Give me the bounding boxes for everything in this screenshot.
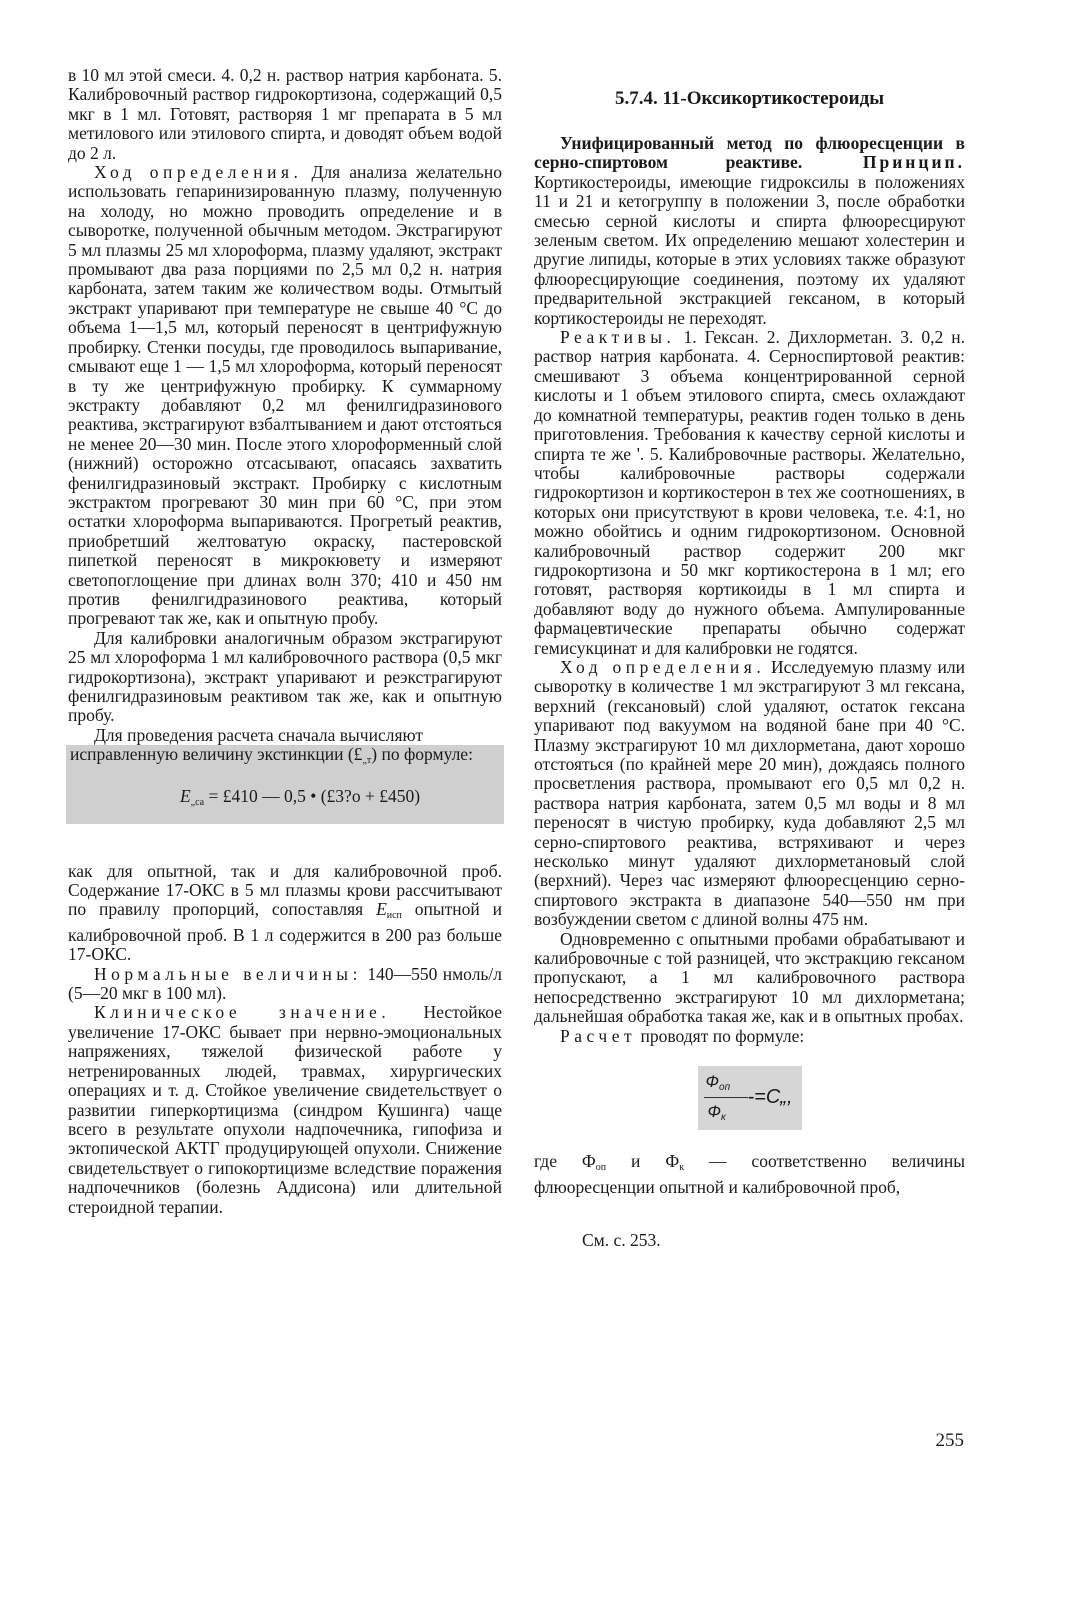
section-heading: 5.7.4. 11-Оксикортикостероиды: [614, 88, 885, 109]
method-title: Унифицированный метод по флюоресценции в серно-спиртовом реактиве.: [534, 133, 965, 173]
extinction-formula: [70, 771, 500, 822]
paragraph-calibration: Для калибровки аналогичным образом экстрагируют 25 мл хлороформа 1 мл калибровочного раствора (0,5 мкг гидрокортизона), экстракт упаривают и реэкстрагируют фенилгидразиновым реактивом так же, как и опытную пробу.: [68, 627, 502, 726]
run-in-heading: Расчет: [560, 1025, 637, 1046]
paragraph-where: [534, 1152, 965, 1197]
formula-highlight-box: [66, 745, 504, 823]
subscript: „т: [362, 755, 372, 767]
subscript: „са: [190, 796, 205, 808]
footnote: См. с. 253.: [582, 1229, 661, 1250]
fluorescence-ratio-formula: [698, 1066, 802, 1130]
subscript: исп: [386, 910, 402, 922]
spacer: [68, 824, 502, 862]
formula-numerator: [706, 1072, 731, 1093]
paragraph-text: Нестойкое увеличение 17-ОКС бывает при нервно-эмоциональных напряжениях, тяжелой физической работе у нетренированных людей, травмах, хирургических операциях и т. д. Стойкое увеличение свидетельствует о развитии гиперкортицизма (синдром Кушинга) чаще всего в результате опухоли надпочечника, гипофиза и эктопической АКТГ продуцирующей опухоли. Снижение свидетельствует о гипокортицизме вследствие поражения надпочечников (болезнь Аддисона) или длительной стероидной терапии.: [68, 1002, 502, 1217]
formula-variable: E: [376, 899, 387, 920]
text-run: где Ф: [534, 1151, 596, 1172]
paragraph-calculation: [534, 1027, 965, 1046]
paragraph-text: Кортикостероиды, имеющие гидроксилы в положениях 11 и 21 и кетогруппу в положении 3, после обработки смесью серной кислоты и спирта флюоресцируют зеленым светом. Их определению мешают холестерин и другие липиды, которые в этих условиях также образуют флюоресцирующие соединения, поэтому их удаляют предварительной экстракцией гексаном, в который кортикостероиды не переходят.: [534, 171, 965, 328]
right-column: [534, 66, 965, 1250]
run-in-heading: Реактивы.: [560, 327, 676, 348]
paragraph-clinical-significance: [68, 1003, 502, 1216]
subscript: к: [721, 1112, 726, 1124]
paragraph-reagents-end: в 10 мл этой смеси. 4. 0,2 н. раствор натрия карбоната. 5. Калибровочный раствор гидрокортизона, содержащий 0,5 мкг в 1 мл. Готовят, растворяя 1 мг препарата в 5 мл метилового или этилового спирта, и доводят объем водой до 2 л.: [68, 65, 502, 163]
paragraph-reagents: [534, 328, 965, 658]
text-run: как для опытной, так и для калибровочной проб. Содержание 17-ОКС в 5 мл плазмы крови рассчитывают по правилу пропорций, сопоставляя: [68, 860, 502, 920]
paragraph-procedure: [534, 658, 965, 930]
run-in-heading: Ход определения.: [94, 162, 303, 183]
run-in-heading: Нормальные величины:: [94, 963, 362, 984]
formula-expression: = £410 — 0,5 • (£3?о + £450): [204, 785, 421, 806]
paragraph-principle: [534, 134, 965, 328]
paragraph-text: Исследуемую плазму или сыворотку в количестве 1 мл экстрагируют 3 мл гексана, верхний (гексановый) слой удаляют, остаток гексана упаривают под вакуумом на водяной бане при 40 °С. Плазму экстрагируют 10 мл дихлорметана, дают хорошо отстояться (по крайней мере 20 мин), дождаясь полного просветления раствора, промывают его 0,5 мл 0,2 н. раствора натрия карбоната, затем 0,5 мл воды и 8 мл переносят в чистую пробирку, куда добавляют 2,5 мл серно-спиртового реактива, встряхивают и через несколько минут удаляют дихлорметановый слой (верхний). Через час измеряют флюоресценцию серно-спиртового экстракта в диапазоне 540—550 нм при возбуждении светом с длиной волны 475 нм.: [534, 656, 965, 930]
subscript: к: [679, 1162, 685, 1174]
paragraph-text: 1. Гексан. 2. Дихлорметан. 3. 0,2 н. раствор натрия карбоната. 4. Серноспиртовой реактив: смешивают 3 объема концентрированной серной кислоты и 1 объем этилового спирта, смесь охлаждают до комнатной температуры, реактив годен только в день приготовления. Требования к качеству серной кислоты и спирта те же '. 5. Калибровочные растворы. Желательно, чтобы калибровочные растворы содержали гидрокортизон и кортикостерон в тех же соотношениях, в которых они присутствуют в крови человека, т.е. 4:1, но можно обойтись и одним гидрокортизоном. Основной калибровочный раствор содержит 200 мкг гидрокортизона и 50 мкг кортикостерона в 1 мл; его готовят, растворяя кортикоиды в 1 мл спирта и добавляют воду до нужного объема. Ампулированные фармацевтические препараты обычно содержат гемисукцинат и для калибровки не годятся.: [534, 327, 965, 658]
subscript: оп: [595, 1162, 607, 1174]
paragraph-parallel-processing: Одновременно с опытными пробами обрабатывают и калибровочные с той разницей, что экстракцию гексаном пропускают, а 1 мл калибровочного раствора непосредственно экстрагируют 10 мл дихлорметана; дальнейшая обработка такая же, как и в опытных пробах.: [534, 928, 965, 1027]
formula-variable: E: [179, 785, 191, 806]
paragraph-content-calc: [68, 862, 502, 965]
formula-result: -=C„,: [747, 1086, 793, 1109]
formula-variable: Ф: [705, 1072, 720, 1092]
paragraph-formula-lead: [70, 745, 500, 770]
text-run: ) по формуле:: [371, 744, 473, 765]
page-number: 255: [935, 1430, 964, 1451]
subscript: оп: [719, 1082, 731, 1094]
run-in-heading: Клиническое значение.: [94, 1002, 391, 1023]
text-run: исправленную величину экстинкции (£: [70, 744, 363, 765]
text-run: и Ф: [606, 1151, 680, 1172]
paragraph-text: 140—550 нмоль/л (5—20 мкг в 100 мл).: [68, 963, 502, 1004]
paragraph-normal-values: [68, 965, 502, 1004]
paragraph-procedure: [68, 163, 502, 629]
formula-denominator: [708, 1102, 726, 1123]
run-in-heading: Ход определения.: [560, 656, 766, 677]
formula-variable: Ф: [707, 1102, 722, 1122]
paragraph-text: проводят по формуле:: [636, 1025, 805, 1046]
text-run: — соответственно величины флюоресценции опытной и калибровочной проб,: [534, 1151, 965, 1197]
run-in-heading: Принцип.: [802, 152, 966, 173]
fraction-bar: [704, 1097, 748, 1098]
paragraph-text: Для анализа желательно использовать гепаринизированную плазму, полученную на холоду, но можно проводить определение и в сыворотке, полученной обычным методом. Экстрагируют 5 мл плазмы 25 мл хлороформа, плазму удаляют, экстракт промывают два раза порциями по 2,5 мл 0,2 н. натрия карбоната, затем таким же количеством воды. Отмытый экстракт упаривают при температуре не свыше 40 °С до объема 1—1,5 мл, который переносят в центрифужную пробирку. Стенки посуды, где проводилось выпаривание, смывают еще 1 — 1,5 мл хлороформа, который переносят в ту же центрифужную пробирку. К суммарному экстракту добавляют 0,2 мл фенилгидразинового реактива, экстрагируют взбалтыванием и дают отстояться не менее 20—30 мин. После этого хлороформенный слой (нижний) осторожно отсасывают, опасаясь захватить фенилгидразиновый экстракт. Пробирку с кислотным экстрактом прогревают 30 мин при 60 °С, при этом остатки хлороформа выпариваются. Прогретый реактив, приобретший желтоватую окраску, пастеровской пипеткой переносят в микрокювету и измеряют светопоглощение при длинах волн 370; 410 и 450 нм против фенилгидразинового реактива, который прогревают так же, как и опытную пробу.: [68, 162, 502, 629]
paragraph-calculation-intro: Для проведения расчета сначала вычисляют: [94, 724, 424, 745]
ratio-formula-wrap: [534, 1066, 965, 1130]
left-column: [68, 66, 502, 1217]
text-run: опытной и калибровочной проб. В 1 л содержится в 200 раз больше 17-ОКС.: [68, 899, 502, 965]
